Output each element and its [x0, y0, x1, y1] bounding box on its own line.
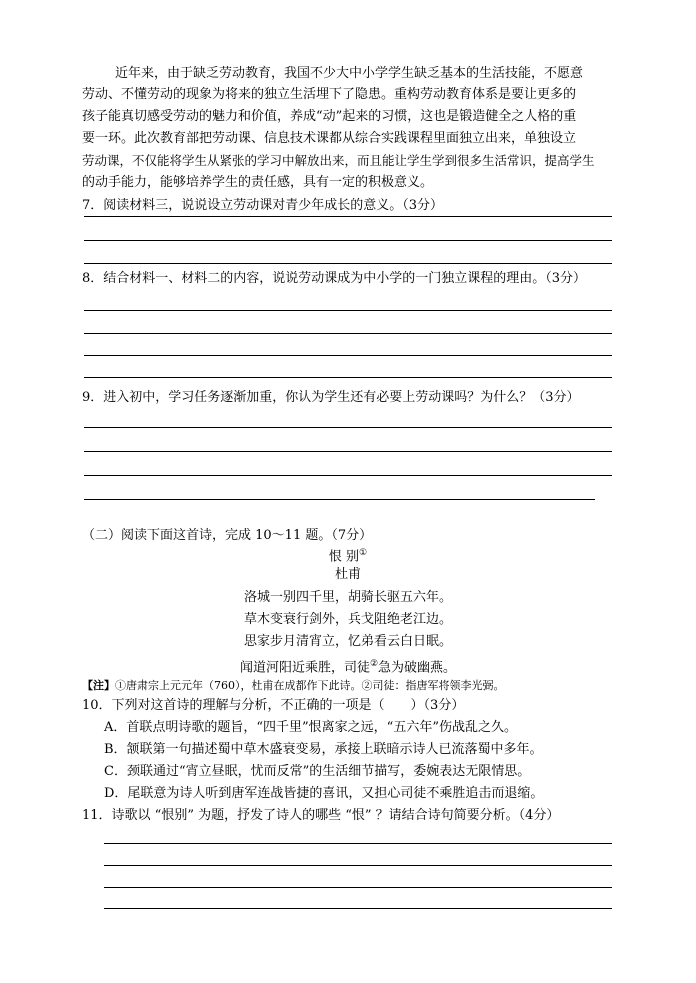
poem-title	[0, 545, 696, 565]
answer-line-q8[interactable]	[84, 377, 612, 378]
question-9: 9．进入初中，学习任务逐渐加重，你认为学生还有必要上劳动课吗？为什么？（3分）	[82, 390, 580, 405]
question-7: 7．阅读材料三，说说设立劳动课对青少年成长的意义。（3分）	[82, 198, 444, 213]
answer-line-q8[interactable]	[84, 310, 612, 311]
note-label: 【注】	[82, 679, 115, 692]
option-d[interactable]: D．尾联意为诗人听到唐军连战皆捷的喜讯，又担心司徒不乘胜追击而退缩。	[104, 786, 544, 801]
answer-line-q8[interactable]	[84, 333, 612, 334]
question-8: 8．结合材料一、材料二的内容，说说劳动课成为中小学的一门独立课程的理由。（3分）	[82, 271, 587, 286]
answer-line-q9[interactable]	[84, 427, 612, 428]
answer-line-q7[interactable]	[84, 216, 612, 217]
option-a[interactable]: A．首联点明诗歌的题旨，“四千里”恨离家之远，“五六年”伤战乱之久。	[104, 720, 517, 735]
answer-line-q9[interactable]	[84, 499, 595, 500]
poem-line: 思家步月清宵立，忆弟看云白日眠。	[243, 634, 452, 649]
poem-line: 洛城一别四千里，胡骑长驱五六年。	[243, 590, 452, 605]
poem-title-text: 恨 别	[328, 549, 360, 565]
option-c[interactable]: C．颈联通过“宵立昼眠，忧而反常”的生活细节描写，委婉表达无限情思。	[104, 764, 531, 779]
paragraph-line: 近年来，由于缺乏劳动教育，我国不少大中小学学生缺乏基本的生活技能，不愿意	[115, 66, 584, 81]
option-b[interactable]: B．颔联第一句描述蜀中草木盛衰变易，承接上联暗示诗人已流落蜀中多年。	[104, 742, 543, 757]
poem-note	[82, 679, 505, 693]
paragraph-line: 的动手能力，能够培养学生的责任感，具有一定的积极意义。	[82, 175, 434, 190]
poem-line-part: 闻道河阳近乘胜，司徒	[239, 660, 370, 676]
section-heading: （二）阅读下面这首诗，完成 10～11 题。（7分）	[82, 528, 373, 543]
answer-line-q11[interactable]	[104, 887, 612, 888]
question-11: 11．诗歌以 “恨别” 为题，抒发了诗人的哪些 “恨” ？请结合诗句简要分析。（4分）	[82, 808, 560, 823]
paragraph-line: 要一环。此次教育部把劳动课、信息技术课都从综合实践课程里面独立出来，单独设立	[82, 131, 577, 146]
answer-line-q7[interactable]	[84, 263, 612, 264]
paragraph-line: 劳动课，不仅能将学生从紧张的学习中解放出来，而且能让学生学到很多生活常识，提高学生	[82, 153, 595, 168]
answer-line-q8[interactable]	[84, 355, 612, 356]
answer-line-q9[interactable]	[84, 475, 612, 476]
poem-line	[0, 656, 696, 676]
poem-line-part: 急为破幽燕。	[378, 660, 457, 676]
question-10: 10．下列对这首诗的理解与分析，不正确的一项是（ ）（3分）	[82, 698, 465, 713]
answer-line-q11[interactable]	[104, 865, 612, 866]
answer-line-q9[interactable]	[84, 451, 612, 452]
answer-line-q11[interactable]	[104, 908, 612, 909]
note-item-2: ②司徒：指唐军将领李光弼。	[361, 679, 505, 692]
poem-title-footnote-mark: ①	[359, 548, 368, 558]
paragraph-line: 孩子能真切感受劳动的魅力和价值，养成“动”起来的习惯，这也是锻造健全之人格的重	[82, 109, 577, 124]
note-item-1: ①唐肃宗上元元年（760），杜甫在成都作下此诗。	[115, 679, 362, 692]
answer-line-q7[interactable]	[84, 240, 612, 241]
poem-line: 草木变衰行剑外，兵戈阻绝老江边。	[243, 612, 452, 627]
poem-author: 杜甫	[334, 567, 361, 582]
poem-footnote-mark: ②	[369, 659, 379, 669]
answer-line-q11[interactable]	[104, 843, 612, 844]
paragraph-line: 劳动、不懂劳动的现象为将来的独立生活埋下了隐患。重构劳动教育体系是要让更多的	[82, 87, 577, 102]
